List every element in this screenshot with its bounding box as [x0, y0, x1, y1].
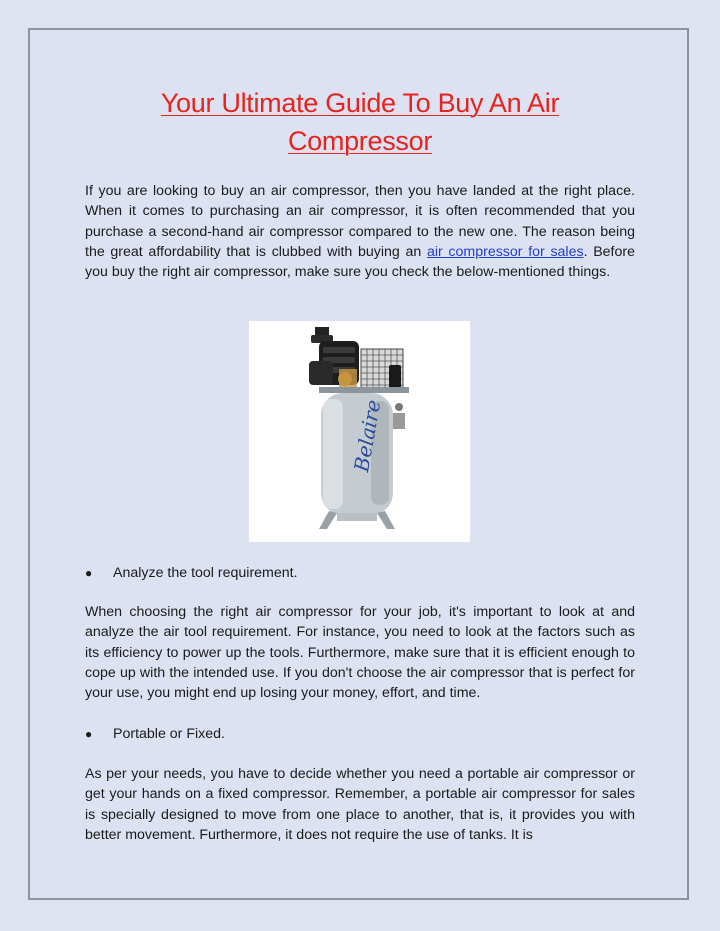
intro-text-start: If you are looking to buy an air compressor, then you have landed at the right place. When it comes to purchasing an air compressor, it is often recommended that you purchase a second-hand air compressor compared to the new one. The reason being the great affordability that is clubbed with buying an [85, 183, 635, 260]
air-compressor-photo [249, 321, 470, 542]
air-compressor-link[interactable]: air compressor for sales [426, 243, 584, 260]
air-compressor-icon [249, 321, 470, 542]
bullet-portable-fixed [85, 724, 635, 744]
portable-fixed-paragraph: As per your needs, you have to decide whether you need a portable air compressor or get your hands on a fixed compressor. Remember, a portable air compressor for sales is specially designed to move from one place to another, that is, it provides you with better movement. Furthermore, it does not require the use of tanks. It is [85, 766, 635, 843]
title-line-2: Compressor [287, 126, 433, 156]
bullet-text: Portable or Fixed. [113, 726, 225, 742]
brand-logo: Belaire [349, 397, 386, 474]
intro-text-end: . Before you buy the right air compressor, make sure you check the below-mentioned things. [85, 243, 635, 281]
document-title [0, 84, 720, 160]
tool-requirement-paragraph: When choosing the right air compressor for your job, it's important to look at and analyze the air tool requirement. For instance, you need to look at the factors such as its efficiency to power up the tools. Furthermore, make sure that it is efficient enough to cope up with the intended use. If you don't choose the air compressor that is perfect for your use, you might end up losing your money, effort, and time. [85, 604, 635, 702]
bullet-icon: ● [85, 727, 93, 741]
title-line-1: Your Ultimate Guide To Buy An Air [160, 88, 560, 118]
intro-paragraph [85, 181, 635, 282]
bullet-tool-requirement [85, 563, 635, 583]
bullet-text: Analyze the tool requirement. [113, 565, 298, 581]
bullet-icon: ● [85, 566, 93, 580]
